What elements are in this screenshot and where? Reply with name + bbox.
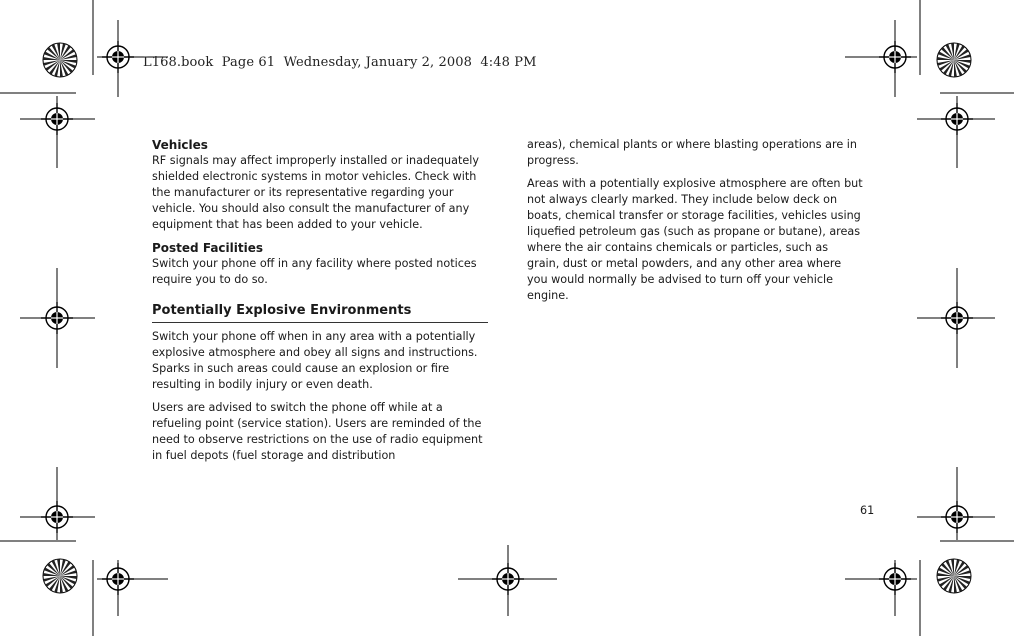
left-column <box>152 137 488 471</box>
explosive-environments-heading: Potentially Explosive Environments <box>152 302 488 323</box>
starburst-target-icon <box>43 559 77 593</box>
vehicles-heading: Vehicles <box>152 138 208 152</box>
registration-target-icon <box>941 501 973 533</box>
right-column <box>527 137 863 311</box>
right-paragraph-2: Areas with a potentially explosive atmosphere are often but not always clearly marked. They include below deck on boats, chemical transfer or storage facilities, vehicles using liquefied petroleum gas (such as propane or butane), areas where the air contains chemicals or particles, such as grain, dust or metal powders, and any other area where you would normally be advised to turn off your vehicle engine. <box>527 177 863 302</box>
registration-target-icon <box>102 563 134 595</box>
posted-facilities-text: Switch your phone off in any facility where posted notices require you to do so. <box>152 257 477 286</box>
explosive-paragraph-2: Users are advised to switch the phone off while at a refueling point (service station). Users are reminded of the need to observe restrictions on the use of radio equipment in fuel depots (fuel storage and distribution <box>152 401 483 462</box>
registration-target-icon <box>41 103 73 135</box>
vehicles-text: RF signals may affect improperly installed or inadequately shielded electronic systems in motor vehicles. Check with the manufacturer or its representative regarding your vehicle. You should also consult the manufacturer of any equipment that has been added to your vehicle. <box>152 154 479 231</box>
right-paragraph-1: areas), chemical plants or where blasting operations are in progress. <box>527 138 857 167</box>
registration-target-icon <box>41 302 73 334</box>
registration-target-icon <box>941 302 973 334</box>
page-number: 61 <box>860 504 875 517</box>
posted-facilities-heading: Posted Facilities <box>152 241 263 255</box>
registration-target-icon <box>879 563 911 595</box>
starburst-target-icon <box>937 43 971 77</box>
registration-target-icon <box>492 563 524 595</box>
registration-target-icon <box>879 41 911 73</box>
registration-target-icon <box>941 103 973 135</box>
starburst-target-icon <box>43 43 77 77</box>
explosive-paragraph-1: Switch your phone off when in any area with a potentially explosive atmosphere and obey all signs and instructions. Sparks in such areas could cause an explosion or fire resulting in bodily injury or even death. <box>152 330 478 391</box>
registration-target-icon <box>102 41 134 73</box>
starburst-target-icon <box>937 559 971 593</box>
registration-target-icon <box>41 501 73 533</box>
print-header: L168.book Page 61 Wednesday, January 2, 2008 4:48 PM <box>143 55 537 70</box>
